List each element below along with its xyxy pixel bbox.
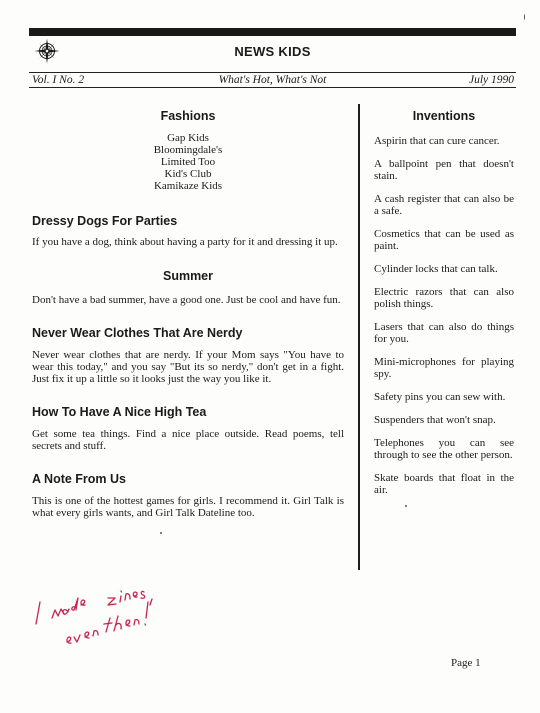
note-section [32,472,344,519]
inventions-list [374,135,514,496]
list-item: Kamikaze Kids [153,180,223,192]
list-item: Kid's Club [164,168,212,180]
masthead-title: NEWS KIDS [234,44,311,59]
nerdy-title: Never Wear Clothes That Are Nerdy [32,326,243,340]
fashions-section [32,109,344,192]
list-item: Telephones you can see through to see the other person. [374,437,514,461]
nerdy-section [32,326,344,385]
list-item: Gap Kids [167,132,209,144]
list-item: A ballpoint pen that doesn't stain. [374,158,514,182]
list-item: A cash register that can also be a safe. [374,193,514,217]
volume-number: Vol. I No. 2 [32,74,85,86]
issue-date: July 1990 [468,74,514,86]
summer-body: Don't have a bad summer, have a good one. Just be cool and have fun. [32,294,341,306]
list-item: Suspenders that won't snap. [374,414,496,426]
top-rule [29,28,516,36]
list-item: Limited Too [160,156,216,168]
column-divider [358,104,360,570]
dressy-dogs-section [32,214,344,248]
high-tea-section [32,405,344,452]
page-number: Page 1 [451,657,481,669]
high-tea-title: How To Have A Nice High Tea [32,405,207,419]
list-item: Safety pins you can sew with. [374,391,506,403]
fashions-title: Fashions [160,109,216,123]
list-item: Mini-microphones for playing spy. [374,356,514,380]
dressy-dogs-title: Dressy Dogs For Parties [32,214,178,228]
note-title: A Note From Us [32,472,126,486]
left-column [32,104,344,519]
summer-section [32,269,344,306]
list-item: Skate boards that float in the air. [374,472,514,496]
list-item: Electric razors that can also polish things. [374,286,514,310]
dressy-dogs-body: If you have a dog, think about having a party for it and dressing it up. [32,236,338,248]
scan-speck [160,532,162,534]
high-tea-body: Get some tea things. Find a nice place outside. Read poems, tell secrets and stuff. [32,428,344,452]
list-item: Bloomingdale's [153,144,223,156]
list-item: Lasers that can also do things for you. [374,321,514,345]
scan-speck [405,505,407,507]
note-body: This is one of the hottest games for girls. I recommend it. Girl Talk is what every girls wants, and Girl Talk Dateline too. [32,495,344,519]
scan-speck [524,14,525,20]
right-column [374,104,514,507]
nerdy-body: Never wear clothes that are nerdy. If your Mom says "You have to wear this today," and you say "But its so nerdy," don't get in a fight. Just fix it up a little so it looks just the way you like it. [32,349,344,385]
list-item: Cylinder locks that can talk. [374,263,498,275]
issue-tagline: What's Hot, What's Not [218,74,327,86]
volume-bar [29,72,516,88]
summer-title: Summer [162,269,214,283]
list-item: Cosmetics that can be used as paint. [374,228,514,252]
inventions-title: Inventions [412,109,476,123]
handwritten-note [30,580,180,655]
fashions-list [32,132,344,192]
list-item: Aspirin that can cure cancer. [374,135,500,147]
